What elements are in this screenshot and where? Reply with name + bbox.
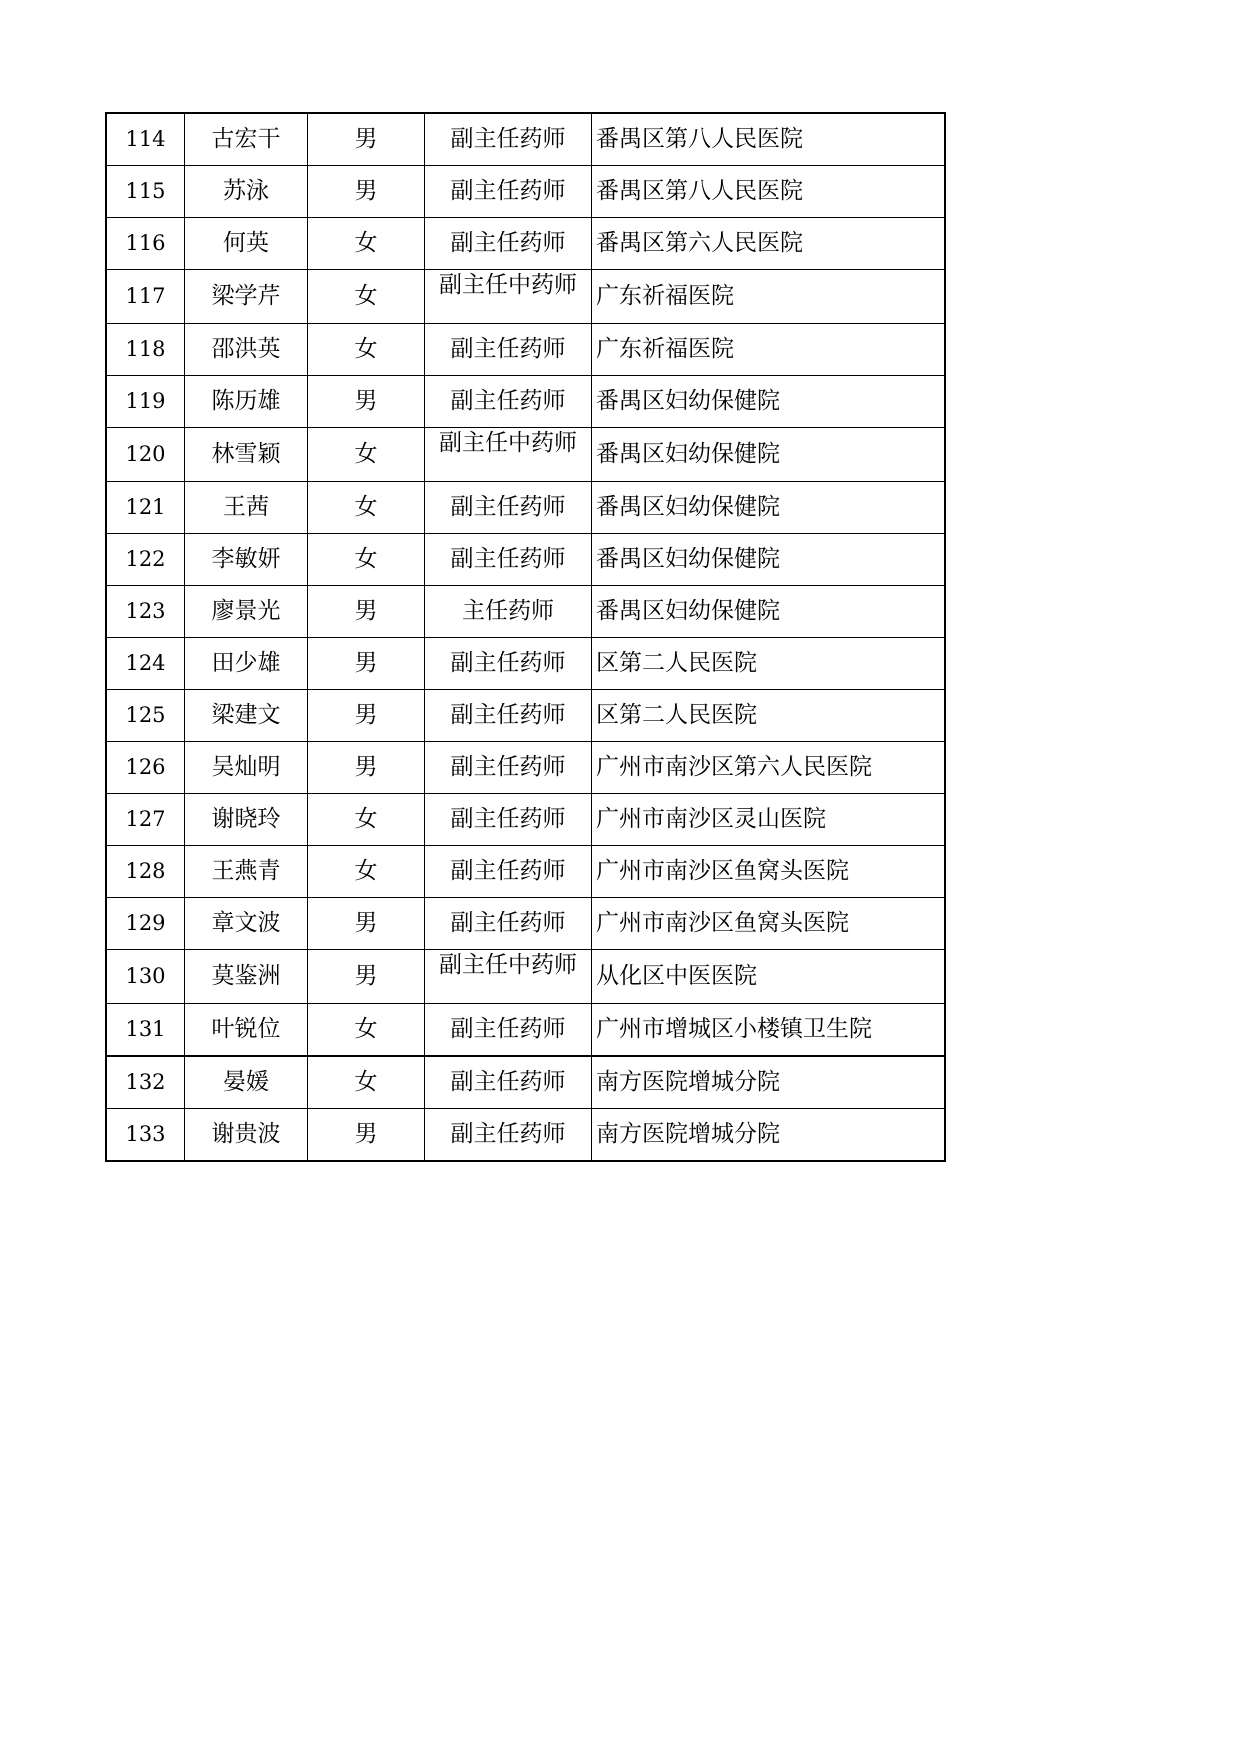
title-cell: 副主任药师: [425, 742, 592, 794]
title-cell: [425, 270, 592, 324]
row-number-cell: 125: [106, 690, 185, 742]
name-cell: 林雪颖: [185, 428, 308, 482]
gender-cell: 男: [308, 166, 425, 218]
table-row: [106, 638, 945, 690]
gender-cell: 女: [308, 846, 425, 898]
staff-table: [105, 112, 946, 1162]
name-cell: 邵洪英: [185, 324, 308, 376]
title-cell: 副主任药师: [425, 166, 592, 218]
unit-cell: 番禺区第八人民医院: [592, 166, 946, 218]
row-number-cell: 131: [106, 1004, 185, 1057]
unit-cell: 番禺区妇幼保健院: [592, 482, 946, 534]
gender-cell: 男: [308, 898, 425, 950]
name-cell: 廖景光: [185, 586, 308, 638]
unit-cell: 南方医院增城分院: [592, 1109, 946, 1162]
row-number-cell: 133: [106, 1109, 185, 1162]
table-row: [106, 586, 945, 638]
unit-cell: 番禺区妇幼保健院: [592, 586, 946, 638]
title-cell: 主任药师: [425, 586, 592, 638]
gender-cell: 女: [308, 428, 425, 482]
table-row: [106, 846, 945, 898]
gender-cell: 女: [308, 534, 425, 586]
row-number-cell: 115: [106, 166, 185, 218]
gender-cell: 女: [308, 1004, 425, 1057]
table-row: [106, 218, 945, 270]
table-row: [106, 376, 945, 428]
table-row: [106, 950, 945, 1004]
name-cell: 梁学芹: [185, 270, 308, 324]
title-cell: 副主任药师: [425, 1056, 592, 1109]
row-number-cell: 127: [106, 794, 185, 846]
table-row: [106, 742, 945, 794]
title-cell: 副主任药师: [425, 794, 592, 846]
unit-cell: 番禺区妇幼保健院: [592, 376, 946, 428]
table-row: [106, 166, 945, 218]
gender-cell: 女: [308, 218, 425, 270]
title-cell: 副主任药师: [425, 324, 592, 376]
row-number-cell: 121: [106, 482, 185, 534]
name-cell: 章文波: [185, 898, 308, 950]
title-cell: 副主任药师: [425, 376, 592, 428]
row-number-cell: 114: [106, 113, 185, 166]
row-number-cell: 128: [106, 846, 185, 898]
unit-cell: 番禺区妇幼保健院: [592, 534, 946, 586]
gender-cell: 男: [308, 376, 425, 428]
name-cell: 晏媛: [185, 1056, 308, 1109]
title-cell: 副主任药师: [425, 1109, 592, 1162]
title-cell: 副主任药师: [425, 846, 592, 898]
title-cell: 副主任药师: [425, 638, 592, 690]
row-number-cell: 120: [106, 428, 185, 482]
unit-cell: 广州市南沙区灵山医院: [592, 794, 946, 846]
table-row: [106, 270, 945, 324]
title-cell: 副主任药师: [425, 1004, 592, 1057]
title-cell: 副主任药师: [425, 898, 592, 950]
table-row: [106, 794, 945, 846]
gender-cell: 女: [308, 482, 425, 534]
unit-cell: 广州市南沙区鱼窝头医院: [592, 898, 946, 950]
name-cell: 李敏妍: [185, 534, 308, 586]
gender-cell: 男: [308, 742, 425, 794]
title-cell: 副主任药师: [425, 534, 592, 586]
table-row: [106, 1109, 945, 1162]
table-row: [106, 113, 945, 166]
gender-cell: 男: [308, 638, 425, 690]
row-number-cell: 116: [106, 218, 185, 270]
gender-cell: 男: [308, 950, 425, 1004]
gender-cell: 男: [308, 586, 425, 638]
title-cell: 副主任药师: [425, 218, 592, 270]
unit-cell: 广东祈福医院: [592, 324, 946, 376]
title-text: 副主任中药师: [439, 952, 577, 978]
name-cell: 梁建文: [185, 690, 308, 742]
table-row: [106, 534, 945, 586]
title-cell: 副主任药师: [425, 690, 592, 742]
table-row: [106, 428, 945, 482]
table-row: [106, 690, 945, 742]
unit-cell: 番禺区第六人民医院: [592, 218, 946, 270]
name-cell: 吴灿明: [185, 742, 308, 794]
row-number-cell: 129: [106, 898, 185, 950]
row-number-cell: 118: [106, 324, 185, 376]
unit-cell: 广州市南沙区第六人民医院: [592, 742, 946, 794]
row-number-cell: 122: [106, 534, 185, 586]
title-text: 副主任中药师: [439, 430, 577, 456]
row-number-cell: 126: [106, 742, 185, 794]
title-text: 副主任中药师: [439, 272, 577, 298]
row-number-cell: 124: [106, 638, 185, 690]
title-cell: 副主任药师: [425, 113, 592, 166]
unit-cell: 番禺区第八人民医院: [592, 113, 946, 166]
name-cell: 苏泳: [185, 166, 308, 218]
gender-cell: 女: [308, 270, 425, 324]
name-cell: 田少雄: [185, 638, 308, 690]
gender-cell: 女: [308, 1056, 425, 1109]
table-row: [106, 482, 945, 534]
title-cell: [425, 428, 592, 482]
name-cell: 陈历雄: [185, 376, 308, 428]
table-row: [106, 1056, 945, 1109]
unit-cell: 番禺区妇幼保健院: [592, 428, 946, 482]
table-row: [106, 324, 945, 376]
table-row: [106, 1004, 945, 1057]
gender-cell: 女: [308, 794, 425, 846]
row-number-cell: 130: [106, 950, 185, 1004]
title-cell: [425, 950, 592, 1004]
name-cell: 谢贵波: [185, 1109, 308, 1162]
unit-cell: 区第二人民医院: [592, 690, 946, 742]
unit-cell: 广东祈福医院: [592, 270, 946, 324]
row-number-cell: 117: [106, 270, 185, 324]
gender-cell: 男: [308, 690, 425, 742]
name-cell: 何英: [185, 218, 308, 270]
row-number-cell: 132: [106, 1056, 185, 1109]
unit-cell: 区第二人民医院: [592, 638, 946, 690]
name-cell: 莫鉴洲: [185, 950, 308, 1004]
unit-cell: 广州市增城区小楼镇卫生院: [592, 1004, 946, 1057]
unit-cell: 广州市南沙区鱼窝头医院: [592, 846, 946, 898]
gender-cell: 女: [308, 324, 425, 376]
unit-cell: 南方医院增城分院: [592, 1056, 946, 1109]
name-cell: 王茜: [185, 482, 308, 534]
title-cell: 副主任药师: [425, 482, 592, 534]
table-row: [106, 898, 945, 950]
name-cell: 叶锐位: [185, 1004, 308, 1057]
name-cell: 谢晓玲: [185, 794, 308, 846]
name-cell: 古宏干: [185, 113, 308, 166]
gender-cell: 男: [308, 1109, 425, 1162]
row-number-cell: 119: [106, 376, 185, 428]
gender-cell: 男: [308, 113, 425, 166]
name-cell: 王燕青: [185, 846, 308, 898]
row-number-cell: 123: [106, 586, 185, 638]
staff-table-body: [106, 113, 945, 1161]
unit-cell: 从化区中医医院: [592, 950, 946, 1004]
